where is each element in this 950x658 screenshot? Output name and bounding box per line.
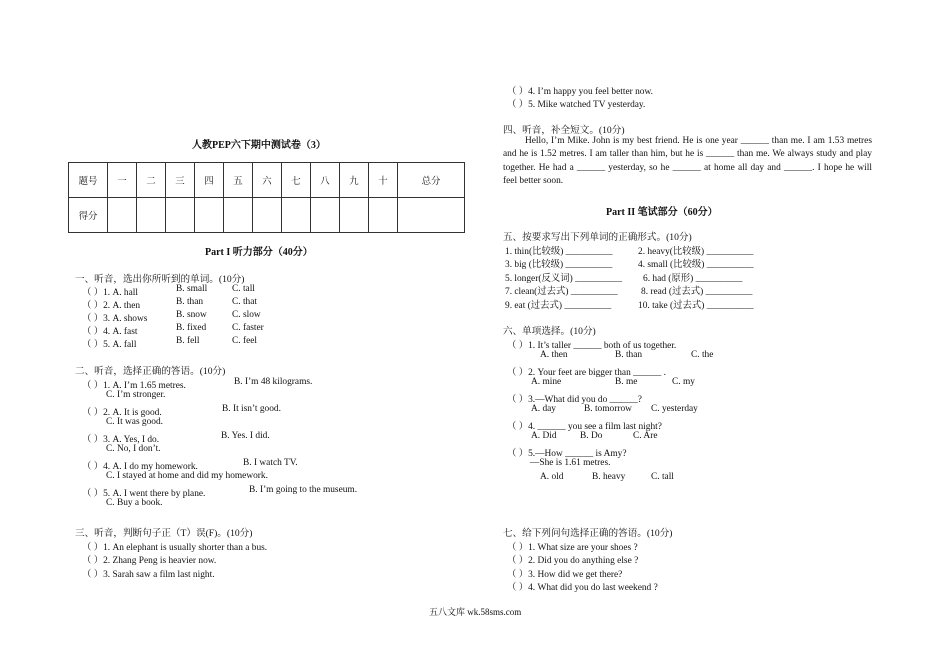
score-row-label: 题号 [69, 163, 108, 198]
list-item: B. snow [176, 310, 207, 320]
score-cell[interactable] [137, 198, 166, 233]
list-item: B. I’m 48 kilograms. [234, 377, 313, 387]
list-item: A. then [540, 350, 568, 360]
list-item: （ ）2. Your feet are bigger than ______ . [507, 368, 666, 378]
list-item: C. yesterday [651, 404, 698, 414]
list-item: （ ）1. A. I’m 1.65 metres. [82, 381, 186, 391]
list-item: （ ）3. Sarah saw a film last night. [82, 570, 215, 580]
score-row-label: 得分 [69, 198, 108, 233]
list-item: C. my [672, 377, 695, 387]
list-item: —She is 1.61 metres. [530, 458, 611, 468]
list-item: A. Did [531, 431, 557, 441]
part1-heading: Part I 听力部分（40分） [205, 247, 313, 258]
list-item: C. I’m stronger. [106, 390, 166, 400]
score-col: 七 [282, 163, 311, 198]
list-item: （ ）4. ______ you see a film last night? [507, 422, 662, 432]
list-item: 3. big (比较级) __________ [505, 260, 613, 270]
sec4-heading: 四、听音，补全短文。(10分) [503, 125, 625, 136]
score-table [68, 162, 465, 233]
list-item: 2. heavy(比较级) __________ [638, 247, 754, 257]
list-item: （ ）1. It’s taller ______ both of us together. [507, 341, 677, 351]
list-item: B. small [176, 284, 208, 294]
list-item: C. slow [232, 310, 261, 320]
list-item: C. Buy a book. [106, 498, 163, 508]
sec4-paragraph: Hello, I’m Mike. John is my best friend. He is one year ______ than me. I am 1.53 metres and he is 1.52 metres. I am taller than him, but he is ______ than me. We always study and play together. He had a ______ yesterday, so he ______ at home all day and ______. I hope he will feel better soon. [503, 136, 872, 187]
list-item: （ ）2. Did you do anything else ? [507, 556, 639, 566]
list-item: C. Are [633, 431, 658, 441]
list-item: 7. clean(过去式) __________ [505, 287, 618, 297]
list-item: （ ）3.—What did you do ______? [507, 395, 642, 405]
list-item: A. day [531, 404, 556, 414]
sec7-heading: 七、给下列问句选择正确的答语。(10分) [503, 528, 673, 539]
list-item: 1. thin(比较级) __________ [505, 247, 613, 257]
score-col: 一 [108, 163, 137, 198]
list-item: B. me [615, 377, 638, 387]
list-item: C. tall [651, 472, 674, 482]
score-col: 四 [195, 163, 224, 198]
score-col: 十 [369, 163, 398, 198]
list-item: （ ）1. An elephant is usually shorter than a bus. [82, 543, 268, 553]
list-item: （ ）5. A. I went there by plane. [82, 489, 206, 499]
list-item: A. old [540, 472, 564, 482]
list-item: （ ）5. Mike watched TV yesterday. [507, 100, 646, 110]
list-item: B. fell [176, 336, 200, 346]
list-item: 8. read (过去式) __________ [641, 287, 753, 297]
list-item: B. It isn’t good. [222, 404, 281, 414]
list-item: （ ）3. A. Yes, I do. [82, 435, 160, 445]
score-cell[interactable] [398, 198, 465, 233]
list-item: B. than [176, 297, 204, 307]
list-item: （ ）2. A. then [82, 301, 141, 311]
list-item: B. fixed [176, 323, 207, 333]
score-cell[interactable] [340, 198, 369, 233]
footer-watermark: 五八文库 wk.58sms.com [429, 607, 522, 617]
score-cell[interactable] [282, 198, 311, 233]
score-total: 总分 [398, 163, 465, 198]
score-col: 九 [340, 163, 369, 198]
part2-heading: Part II 笔试部分（60分） [606, 207, 718, 218]
score-cell[interactable] [311, 198, 340, 233]
list-item: B. Yes. I did. [221, 431, 270, 441]
list-item: 9. eat (过去式) __________ [505, 301, 612, 311]
list-item: C. tall [232, 284, 255, 294]
score-col: 八 [311, 163, 340, 198]
sec5-heading: 五、按要求写出下列单词的正确形式。(10分) [503, 232, 692, 243]
list-item: C. No, I don’t. [106, 444, 161, 454]
list-item: （ ）4. A. fast [82, 327, 138, 337]
list-item: B. heavy [592, 472, 626, 482]
score-col: 五 [224, 163, 253, 198]
list-item: （ ）2. A. It is good. [82, 408, 162, 418]
score-col: 六 [253, 163, 282, 198]
list-item: （ ）1. A. hall [82, 288, 138, 298]
list-item: C. faster [232, 323, 264, 333]
list-item: B. Do [580, 431, 603, 441]
list-item: （ ）5. A. fall [82, 340, 137, 350]
sec2-heading: 二、听音，选择正确的答语。(10分) [75, 366, 226, 377]
score-row-values [69, 198, 465, 233]
list-item: （ ）2. Zhang Peng is heavier now. [82, 556, 217, 566]
list-item: B. I’m going to the museum. [249, 485, 358, 495]
score-cell[interactable] [195, 198, 224, 233]
score-cell[interactable] [253, 198, 282, 233]
list-item: （ ）4. A. I do my homework. [82, 462, 198, 472]
list-item: （ ）3. How did we get there? [507, 570, 623, 580]
score-cell[interactable] [108, 198, 137, 233]
list-item: （ ）4. I’m happy you feel better now. [507, 87, 653, 97]
list-item: B. I watch TV. [243, 458, 298, 468]
list-item: B. than [615, 350, 643, 360]
list-item: A. mine [531, 377, 562, 387]
list-item: B. tomorrow [584, 404, 632, 414]
score-col: 二 [137, 163, 166, 198]
sec3-heading: 三、听音，判断句子正（T）误(F)。(10分) [75, 528, 253, 539]
list-item: C. I stayed at home and did my homework. [106, 471, 268, 481]
list-item: 10. take (过去式) __________ [638, 301, 754, 311]
score-row-header [69, 163, 465, 198]
list-item: （ ）3. A. shows [82, 314, 148, 324]
list-item: （ ）1. What size are your shoes ? [507, 543, 638, 553]
list-item: （ ）4. What did you do last weekend ? [507, 583, 658, 593]
list-item: C. that [232, 297, 257, 307]
sec1-heading: 一、听音，选出你所听到的单词。(10分) [75, 274, 245, 285]
list-item: 6. had (原形) __________ [643, 274, 743, 284]
list-item: C. the [691, 350, 714, 360]
list-item: C. feel [232, 336, 257, 346]
list-item: （ ）5.—How ______ is Amy? [507, 449, 627, 459]
score-cell[interactable] [224, 198, 253, 233]
list-item: C. It was good. [106, 417, 164, 427]
score-col: 三 [166, 163, 195, 198]
score-cell[interactable] [369, 198, 398, 233]
sec6-heading: 六、单项选择。(10分) [503, 326, 596, 337]
page-title: 人教PEP六下期中测试卷（3） [192, 140, 326, 151]
score-cell[interactable] [166, 198, 195, 233]
list-item: 4. small (比较级) __________ [638, 260, 754, 270]
list-item: 5. longer(反义词) __________ [505, 274, 622, 284]
